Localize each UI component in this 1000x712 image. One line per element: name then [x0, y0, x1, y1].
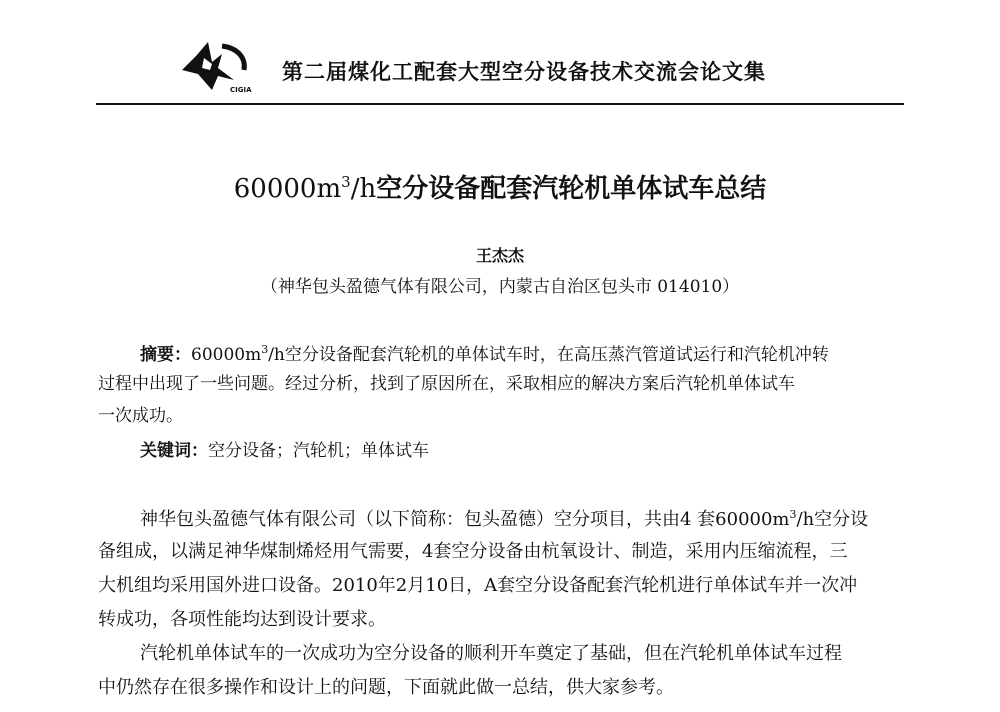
- keywords-line: [140, 443, 429, 460]
- body-p1-line1-a: 神华包头盈德气体有限公司（以下简称：包头盈德）空分项目，共由4 套60000m: [140, 509, 790, 530]
- abstract-line1-a: 60000m: [191, 345, 262, 365]
- journal-title: 第二届煤化工配套大型空分设备技术交流会论文集: [282, 60, 766, 84]
- logo-arc: [222, 46, 244, 70]
- body-p2-line-2: 中仍然存在很多操作和设计上的问题，下面就此做一总结，供大家参考。: [98, 677, 674, 698]
- title-number: 60000m: [233, 174, 342, 204]
- title-text: 空分设备配套汽轮机单体试车总结: [376, 174, 767, 204]
- keywords-text: 空分设备；汽轮机；单体试车: [208, 441, 429, 461]
- abstract-line1-b: /h空分设备配套汽轮机的单体试车时，在高压蒸汽管道试运行和汽轮机冲转: [268, 345, 829, 365]
- body-p2-line-1: 汽轮机单体试车的一次成功为空分设备的顺利开车奠定了基础，但在汽轮机单体试车过程: [140, 643, 842, 664]
- author: 王杰杰: [475, 246, 524, 265]
- title-unit: /h: [350, 174, 377, 204]
- body-p1-line-1: [140, 509, 868, 529]
- abstract-line-1: [140, 344, 829, 364]
- abstract-label: 摘要：: [140, 345, 191, 365]
- title-superscript: 3: [341, 173, 351, 191]
- body-superscript: 3: [789, 508, 797, 521]
- affiliation: （神华包头盈德气体有限公司，内蒙古自治区包头市 014010）: [260, 277, 740, 297]
- header-divider: [96, 103, 904, 105]
- logo-text: CIGIA: [230, 86, 252, 94]
- body-p1-line-2: 备组成，以满足神华煤制烯烃用气需要，4套空分设备由杭氧设计、制造，采用内压缩流程，三: [98, 541, 848, 562]
- keywords-label: 关键词：: [140, 441, 208, 461]
- abstract-superscript: 3: [261, 343, 269, 356]
- body-p1-line-4: 转成功，各项性能均达到设计要求。: [98, 609, 386, 630]
- abstract-line-3: 一次成功。: [98, 406, 183, 426]
- body-p1-line1-b: /h空分设: [796, 509, 869, 530]
- article-title: [0, 168, 1000, 205]
- body-p1-line-3: 大机组均采用国外进口设备。2010年2月10日，A套空分设备配套汽轮机进行单体试车并一次冲: [98, 575, 858, 596]
- cigia-logo: [178, 40, 254, 96]
- abstract-line-2: 过程中出现了一些问题。经过分析，找到了原因所在，采取相应的解决方案后汽轮机单体试车: [98, 374, 795, 394]
